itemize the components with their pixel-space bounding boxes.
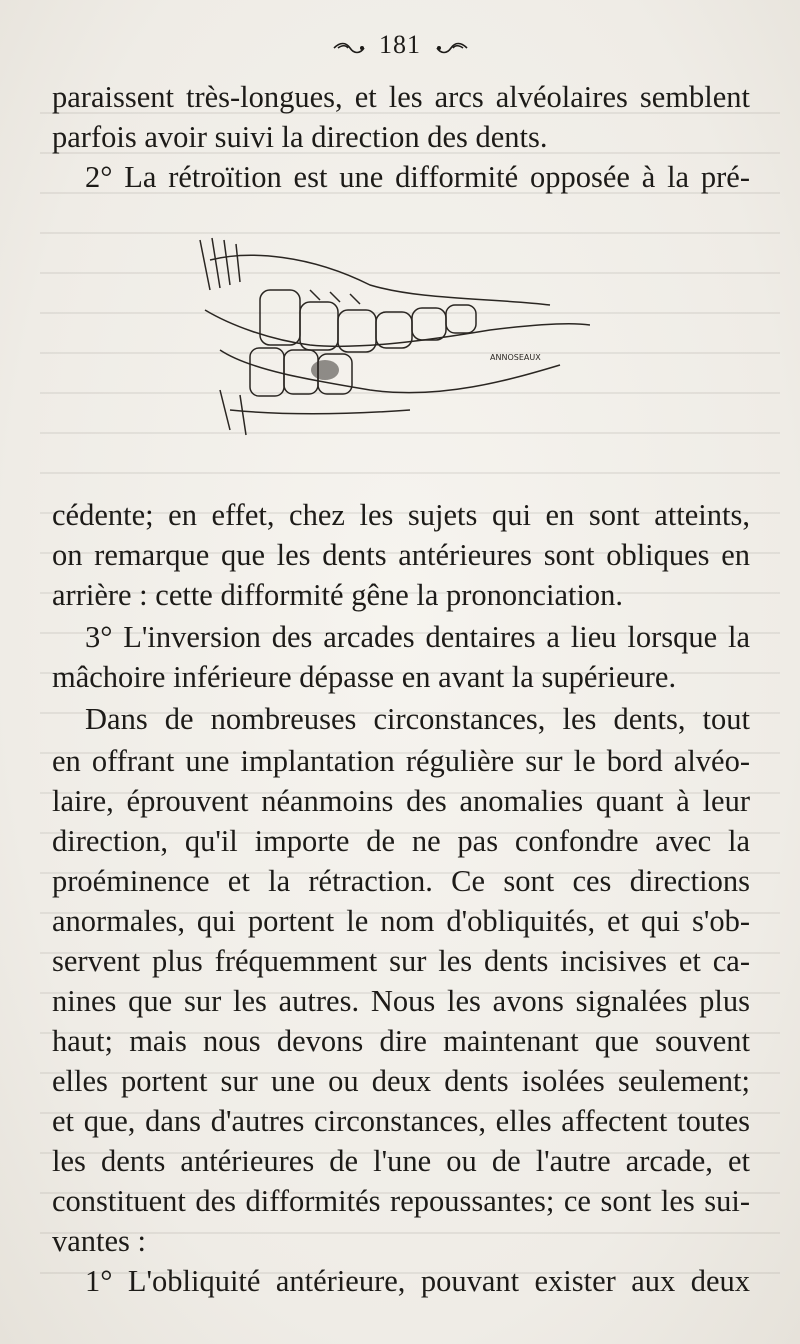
text-line: mâchoire inférieure dépasse en avant la supérieure. <box>52 660 677 694</box>
dental-illustration <box>190 230 590 445</box>
text-line: laire, éprouvent néanmoins des anomalies quant à leur <box>52 784 750 818</box>
page-number: 181 <box>379 30 421 59</box>
text-line: elles portent sur une ou deux dents isolées seulement; <box>52 1064 750 1098</box>
text-line: en offrant une implantation régulière sur le bord alvéo- <box>52 744 750 778</box>
text-line: anormales, qui portent le nom d'obliquités, et qui s'ob- <box>52 904 750 938</box>
right-ornament-icon <box>435 32 469 62</box>
text-line: constituent des difformités repoussantes; ce sont les sui- <box>52 1184 750 1218</box>
text-line: on remarque que les dents antérieures sont obliques en <box>52 538 750 572</box>
text-line: proéminence et la rétraction. Ce sont ces directions <box>52 864 750 898</box>
text-line: les dents antérieures de l'une ou de l'autre arcade, et <box>52 1144 750 1178</box>
text-line: et que, dans d'autres circonstances, elles affectent toutes <box>52 1104 750 1138</box>
text-line: cédente; en effet, chez les sujets qui en sont atteints, <box>52 498 750 532</box>
text-line: arrière : cette difformité gêne la prononciation. <box>52 578 624 612</box>
text-line: vantes : <box>52 1224 147 1258</box>
text-line: 1° L'obliquité antérieure, pouvant exister aux deux <box>85 1264 750 1298</box>
text-line: 3° L'inversion des arcades dentaires a lieu lorsque la <box>85 620 750 654</box>
text-line: direction, qu'il importe de ne pas confondre avec la <box>52 824 750 858</box>
text-line: 2° La rétroïtion est une difformité opposée à la pré- <box>85 160 750 194</box>
page-header <box>0 30 800 62</box>
text-line: nines que sur les autres. Nous les avons signalées plus <box>52 984 750 1018</box>
text-line: parfois avoir suivi la direction des dents. <box>52 120 548 154</box>
left-ornament-icon <box>332 32 366 62</box>
text-line: paraissent très-longues, et les arcs alvéolaires semblent <box>52 80 750 114</box>
svg-text:ANNOSEAUX: ANNOSEAUX <box>490 353 541 362</box>
text-line: Dans de nombreuses circonstances, les dents, tout <box>85 702 750 736</box>
text-line: haut; mais nous devons dire maintenant que souvent <box>52 1024 750 1058</box>
text-line: servent plus fréquemment sur les dents incisives et ca- <box>52 944 750 978</box>
